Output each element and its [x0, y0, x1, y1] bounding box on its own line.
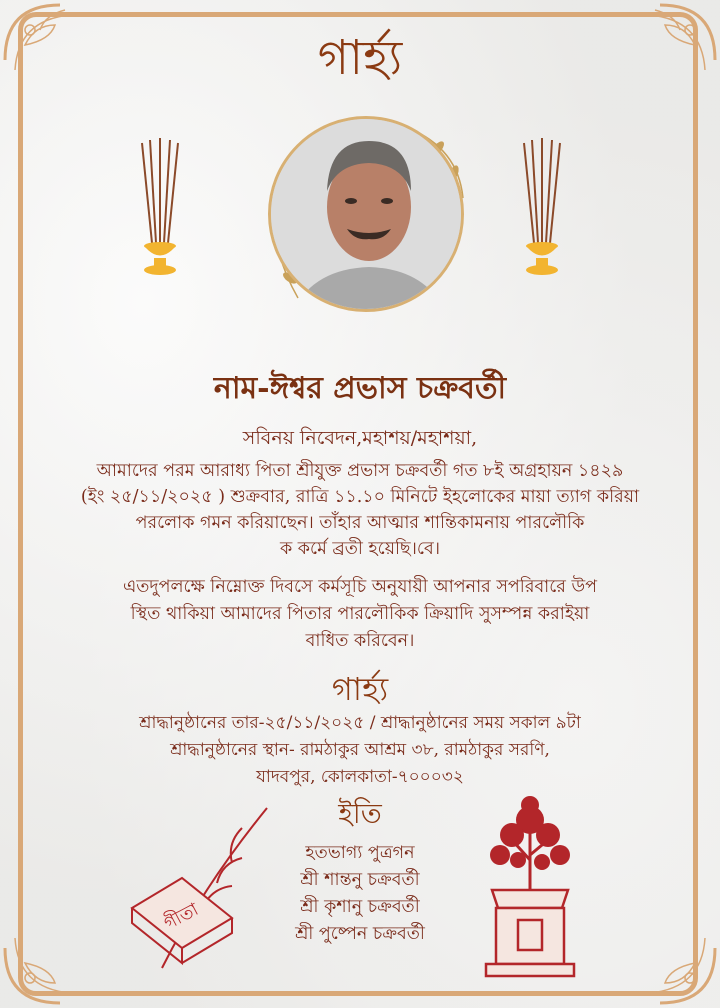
announcement-line: আমাদের পরম আরাধ্য পিতা শ্রীযুক্ত প্রভাস চক্রবর্তী গত ৮ই অগ্রহায়ন ১৪২৯ — [96, 461, 624, 481]
signatory-line: শ্রী শান্তনু চক্রবর্তী — [300, 870, 420, 890]
incense-stand-right-icon — [512, 138, 572, 278]
announcement-paragraph — [40, 458, 680, 562]
announcement-line: পরলোক গমন করিয়াছেন। তাঁহার আত্মার শান্তিকামনায় পারলৌকি — [135, 513, 585, 533]
ceremony-venue: শ্রাদ্ধানুষ্ঠানের স্থান- রামঠাকুর আশ্রম ৩৮, রামঠাকুর সরণি, — [170, 740, 550, 760]
section-title: গাৰ্হ্য — [331, 670, 389, 708]
invitation-paragraph — [50, 574, 670, 655]
gita-book-icon — [122, 798, 282, 978]
signatory-line: শ্রী কৃশানু চক্রবর্তী — [300, 897, 420, 917]
signatory-line: হতভাগ্য পুত্রগন — [305, 843, 415, 863]
invitation-line: বাধিত করিবেন। — [305, 631, 415, 651]
signatories — [250, 840, 470, 948]
gita-book-label: গীতা — [160, 899, 202, 935]
closing-word: ইতি — [338, 797, 382, 830]
corner-ornament-bottom-right — [610, 898, 720, 1008]
page-title: গাৰ্হ্য — [317, 30, 403, 86]
signatory-line: শ্রী পুষ্পেন চক্রবর্তী — [295, 924, 425, 944]
invitation-line: এতদুপলক্ষে নিম্নোক্ত দিবসে কর্মসূচি অনুযায়ী আপনার সপরিবারে উপ — [122, 577, 597, 597]
announcement-line: (ইং ২৫/১১/২০২৫ ) শুক্রবার, রাত্রি ১১.১০ মিনিটে ইহলোকের মায়া ত্যাগ করিয়া — [80, 487, 640, 507]
portrait-photo — [268, 116, 464, 312]
ceremony-details — [40, 710, 680, 791]
invitation-line: স্থিত থাকিয়া আমাদের পিতার পারলৌকিক ক্রিয়াদি সুসম্পন্ন করাইয়া — [130, 604, 590, 624]
portrait-frame — [258, 108, 466, 322]
salutation: সবিনয় নিবেদন,মহাশয়/মহাশয়া, — [242, 427, 478, 449]
ceremony-address: যাদবপুর, কোলকাতা-৭০০০৩২ — [256, 767, 464, 787]
incense-stand-left-icon — [130, 138, 190, 278]
deceased-name: নাম-ঈশ্বর প্রভাস চক্রবর্তী — [213, 371, 507, 406]
ceremony-date-time: শ্রাদ্ধানুষ্ঠানের তার-২৫/১১/২০২৫ / শ্রাদ্ধানুষ্ঠানের সময় সকাল ৯টা — [139, 713, 581, 733]
tulsi-plant-icon — [472, 790, 588, 982]
corner-ornament-bottom-left — [0, 898, 110, 1008]
announcement-line: ক কর্মে ব্রতী হয়েছি।বে। — [279, 539, 440, 559]
